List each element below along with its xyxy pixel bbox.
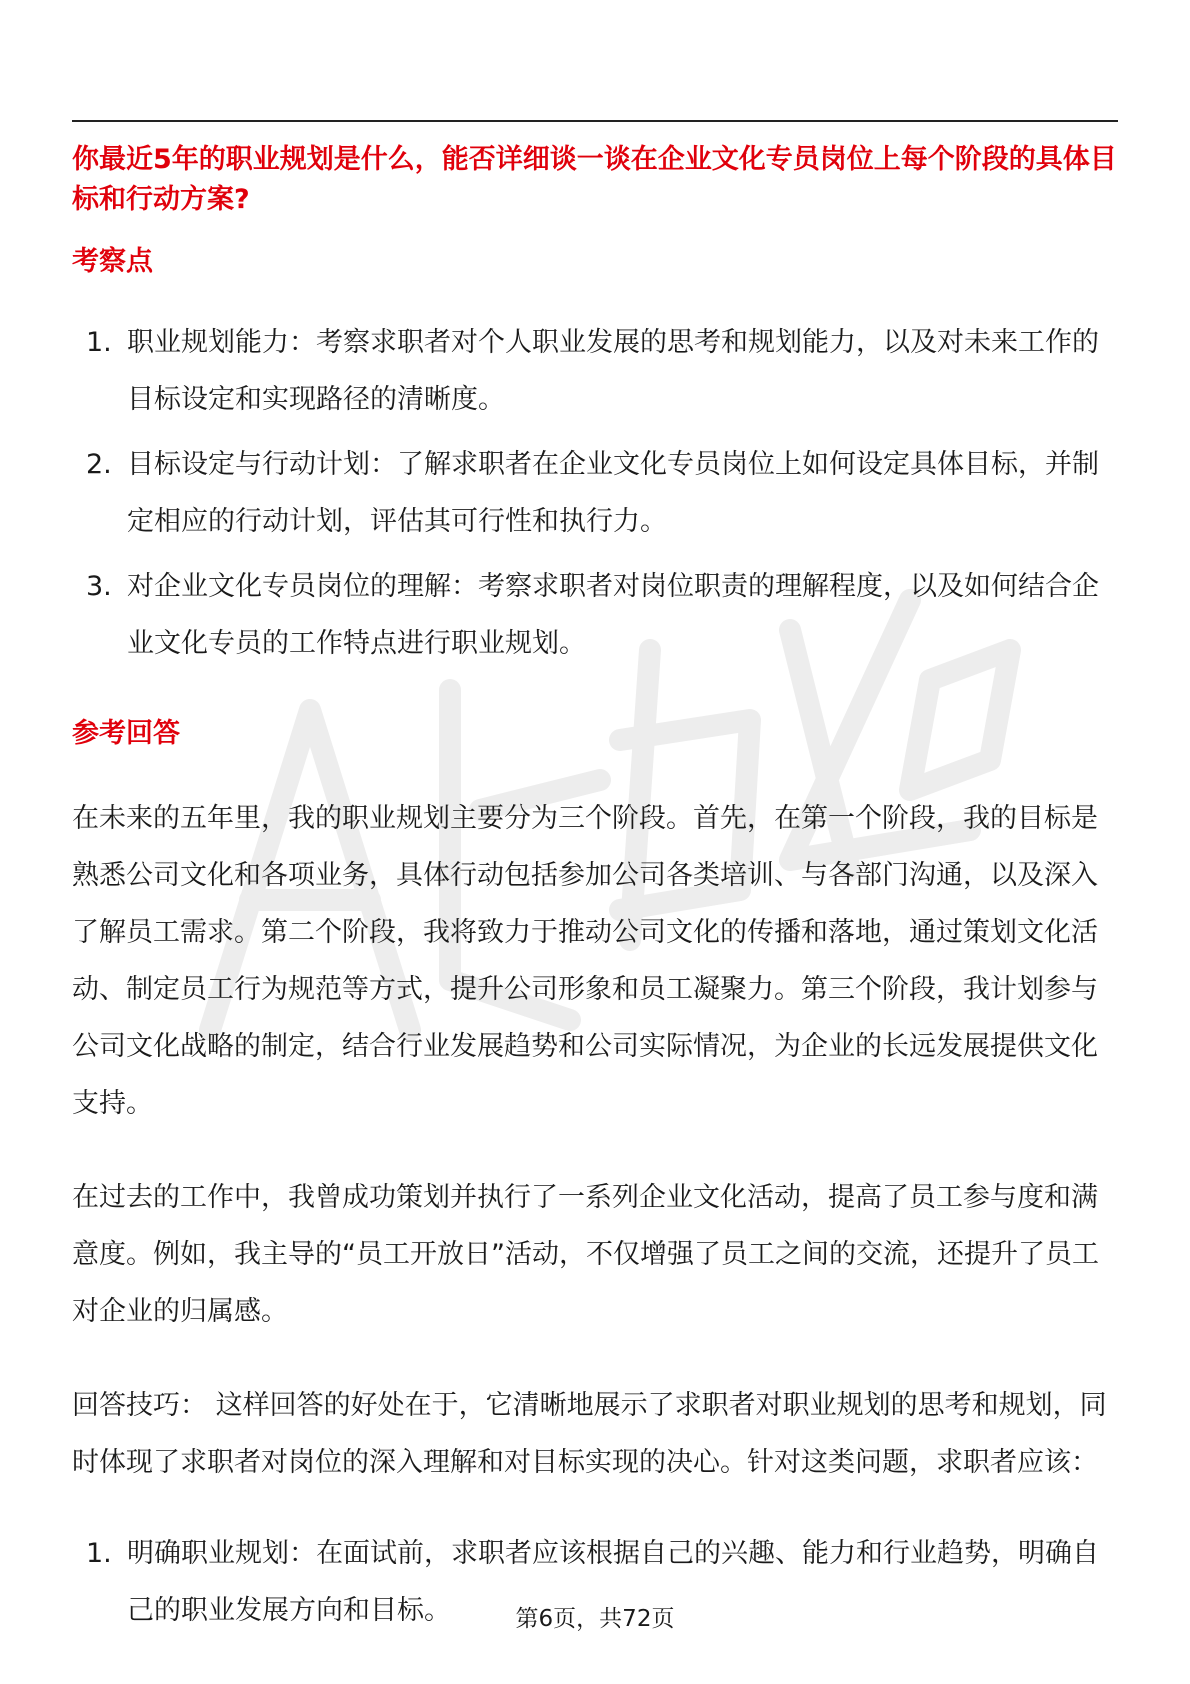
list-number: 1. — [86, 1538, 112, 1569]
list-item — [72, 314, 1118, 428]
question-title: 你最近5年的职业规划是什么，能否详细谈一谈在企业文化专员岗位上每个阶段的具体目标和行动方案? — [72, 144, 1117, 215]
answer-paragraph: 在过去的工作中，我曾成功策划并执行了一系列企业文化活动，提高了员工参与度和满意度。例如，我主导的“员工开放日”活动，不仅增强了员工之间的交流，还提升了员工对企业的归属感。 — [72, 1182, 1099, 1327]
answer-paragraph: 在未来的五年里，我的职业规划主要分为三个阶段。首先，在第一个阶段，我的目标是熟悉公司文化和各项业务，具体行动包括参加公司各类培训、与各部门沟通，以及深入了解员工需求。第二个阶段，我将致力于推动公司文化的传播和落地，通过策划文化活动、制定员工行为规范等方式，提升公司形象和员工凝聚力。第三个阶段，我计划参与公司文化战略的制定，结合行业发展趋势和公司实际情况，为企业的长远发展提供文化支持。 — [72, 803, 1098, 1119]
exam-points-heading: 考察点 — [72, 246, 153, 277]
list-item-text: 明确职业规划：在面试前，求职者应该根据自己的兴趣、能力和行业趋势，明确自己的职业发展方向和目标。 — [127, 1538, 1099, 1626]
list-item — [72, 558, 1118, 672]
top-divider — [72, 120, 1118, 122]
list-item-text: 职业规划能力：考察求职者对个人职业发展的思考和规划能力，以及对未来工作的目标设定和实现路径的清晰度。 — [127, 327, 1099, 415]
answer-tips-paragraph: 回答技巧： 这样回答的好处在于，它清晰地展示了求职者对职业规划的思考和规划，同时体现了求职者对岗位的深入理解和对目标实现的决心。针对这类问题，求职者应该： — [72, 1390, 1107, 1478]
page-content — [72, 140, 1118, 1639]
page-number-footer: 第6页，共72页 — [515, 1606, 675, 1632]
reference-answer-heading: 参考回答 — [72, 718, 180, 749]
list-number: 3. — [86, 571, 112, 602]
list-number: 1. — [86, 327, 112, 358]
list-item-text: 目标设定与行动计划：了解求职者在企业文化专员岗位上如何设定具体目标，并制定相应的行动计划，评估其可行性和执行力。 — [127, 449, 1099, 537]
exam-points-list — [72, 314, 1118, 672]
list-item — [72, 436, 1118, 550]
list-number: 2. — [86, 449, 112, 480]
list-item-text: 对企业文化专员岗位的理解：考察求职者对岗位职责的理解程度，以及如何结合企业文化专员的工作特点进行职业规划。 — [127, 571, 1099, 659]
